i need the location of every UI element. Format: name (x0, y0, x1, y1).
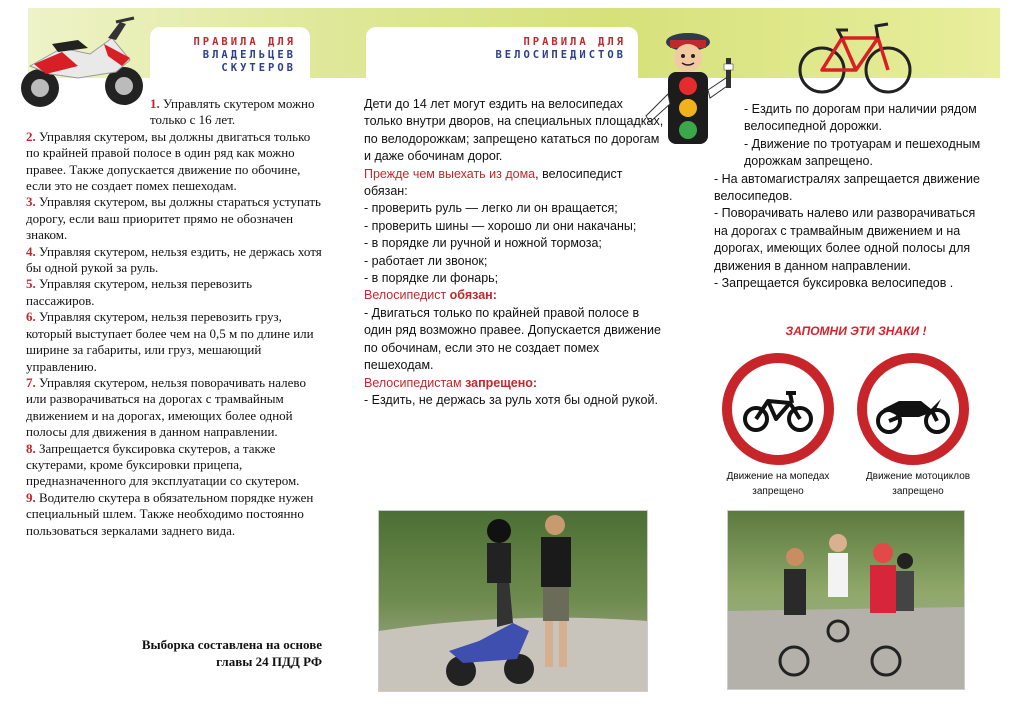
cyclist-title-line1: ПРАВИЛА ДЛЯ (523, 36, 626, 48)
scooter-rule-7: 7. Управляя скутером, нельзя поворачивать налево или разворачиваться на дорогах с трамвайным движением и на дорогах, имеющих более одной полосы для движения в данном направлении. (26, 374, 306, 440)
source-note-line2: главы 24 ПДД РФ (216, 654, 322, 669)
before-ride-suffix: , велосипедист обязан: (364, 166, 623, 199)
scooter-rule-5: 5. Управляя скутером, нельзя перевозить пассажиров. (26, 276, 253, 308)
scooter-title-line2: ВЛАДЕЛЬЦЕВ (202, 49, 296, 61)
checklist-item: - проверить шины — хорошо ли они накачаны; (364, 218, 637, 233)
forbidden-item: - Запрещается буксировка велосипедов . (714, 276, 954, 291)
bicycle-illustration (798, 14, 912, 96)
cyclist-intro: Дети до 14 лет могут ездить на велосипедах только внутри дворов, на специальных площадках, по велодорожкам; запрещено кататься по дорогам и даже обочинам дорог. (364, 97, 664, 164)
scooter-rules (26, 96, 322, 539)
scooter-boys-photo (378, 510, 648, 692)
scooter-rule-6: 6. Управляя скутером, нельзя перевозить груз, который выступает более чем на 0,5 м по длине или ширине за габариты, или груз, мешающий управлению. (26, 309, 314, 374)
forbidden-item: - На автомагистралях запрещается движение велосипедов. (714, 171, 980, 204)
no-motorcycles-caption: Движение мотоциклов запрещено (865, 471, 971, 497)
no-mopeds-sign-icon (722, 353, 834, 465)
scooter-title-line3: СКУТЕРОВ (221, 62, 296, 74)
checklist-item: - работает ли звонок; (364, 253, 488, 268)
forbidden-item: - Ездить по дорогам при наличии рядом велосипедной дорожки. (744, 102, 977, 134)
scooter-rule-3: 3. Управляя скутером, вы должны стараться уступать дорогу, если ваш приоритет прямо не обозначен знаком. (26, 194, 321, 243)
checklist-item: - проверить руль — легко ли он вращается; (364, 201, 618, 216)
no-motorcycles-sign-icon (857, 353, 969, 465)
cyclist-forbidden-text: - Ездить, не держась за руль хотя бы одной рукой. (364, 392, 658, 407)
cyclist-must-text: - Двигаться только по крайней правой полосе в один ряд возможно правее. Допускается движение по обочинам, если это не создает помех пешеходам. (364, 305, 661, 373)
no-mopeds-caption: Движение на мопедах запрещено (726, 471, 830, 497)
source-note-line1: Выборка составлена на основе (141, 637, 322, 652)
before-ride-heading: Прежде чем выехать из дома (364, 166, 536, 181)
scooter-section-title (140, 36, 296, 75)
remember-signs-heading: ЗАПОМНИ ЭТИ ЗНАКИ ! (785, 324, 927, 338)
scooter-title-line1: ПРАВИЛА ДЛЯ (193, 36, 296, 48)
cyclist-title-line2: ВЕЛОСИПЕДИСТОВ (495, 49, 626, 61)
scooter-rule-4: 4. Управляя скутером, нельзя ездить, не держась хотя бы одной рукой за руль. (26, 243, 322, 276)
cyclist-forbidden-more (714, 101, 984, 292)
cyclist-forbidden-heading: Велосипедистам запрещено: (364, 375, 538, 390)
forbidden-item: - Поворачивать налево или разворачиваться на дорогах с трамвайным движением и на дорогах, имеющих более одной полосы для движения в данном направлении. (714, 206, 976, 273)
checklist-item: - в порядке ли фонарь; (364, 271, 499, 286)
checklist-item: - в порядке ли ручной и ножной тормоза; (364, 236, 602, 251)
scooter-rule-1: 1. Управлять скутером можно только с 16 лет. (150, 96, 315, 128)
scooter-rule-9: 9. Водителю скутера в обязательном порядке нужен специальный шлем. Также необходимо постоянно пользоваться зеркалами заднего вида. (26, 489, 314, 538)
cyclist-must-heading: Велосипедист обязан: (364, 288, 497, 303)
scooter-rule-8: 8. Запрещается буксировка скутеров, а также скутерами, кроме буксировки прицепа, предназначенного для эксплуатации со скутером. (26, 440, 300, 489)
before-ride-paragraph (364, 166, 664, 201)
source-note (100, 636, 322, 670)
cyclist-rules (364, 96, 664, 409)
cycling-kids-photo (727, 510, 965, 690)
scooter-rule-2: 2. Управляя скутером, вы должны двигаться только по крайней правой полосе в один ряд как можно правее. Также допускается движение по обочине, если это не создает помех пешеходам. (26, 128, 311, 194)
forbidden-item: - Движение по тротуарам и пешеходным дорожкам запрещено. (744, 136, 981, 169)
cyclist-section-title (370, 36, 626, 62)
